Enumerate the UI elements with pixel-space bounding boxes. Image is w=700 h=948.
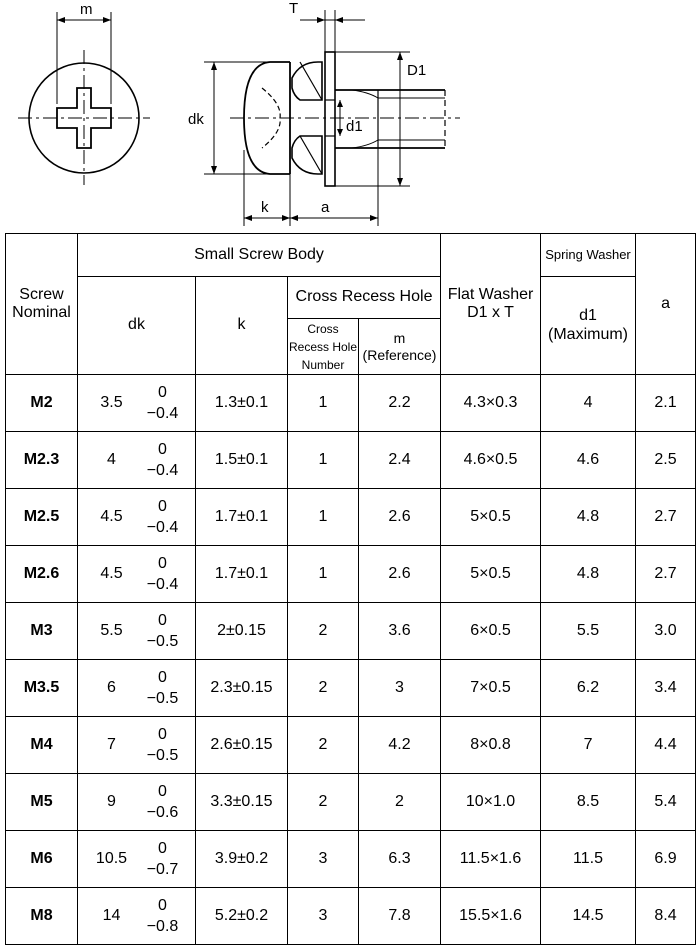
table-row <box>6 432 696 489</box>
dk-tolerance <box>138 782 188 822</box>
dk-tolerance-lower: −0.7 <box>146 861 179 878</box>
table-row <box>6 375 696 432</box>
T-arrow-right <box>335 17 343 23</box>
cell-k: 2±0.15 <box>196 603 288 660</box>
header-spring-washer: Spring Washer <box>541 234 636 277</box>
dk-value: 14 <box>102 906 121 924</box>
header-flat-washer: Flat Washer D1 x T <box>441 234 541 375</box>
dk-tolerance-lower: −0.4 <box>146 405 179 422</box>
dk-tolerance <box>138 668 188 708</box>
dk-value: 5.5 <box>100 621 123 639</box>
cell-dk <box>78 546 196 603</box>
cell-k: 1.5±0.1 <box>196 432 288 489</box>
cell-k: 1.7±0.1 <box>196 546 288 603</box>
cell-m: 6.3 <box>359 831 441 888</box>
thread-runout-bottom <box>352 140 378 148</box>
dk-tolerance-lower: −0.6 <box>146 804 179 821</box>
cell-flat-washer: 11.5×1.6 <box>441 831 541 888</box>
cell-m: 3 <box>359 660 441 717</box>
cell-dk <box>78 603 196 660</box>
cell-d1: 6.2 <box>541 660 636 717</box>
flat-washer-outline <box>325 52 335 186</box>
cell-d1: 4.6 <box>541 432 636 489</box>
dk-tolerance <box>138 839 188 879</box>
header-a: a <box>636 234 696 375</box>
table-row <box>6 603 696 660</box>
cell-dk <box>78 717 196 774</box>
cell-flat-washer: 8×0.8 <box>441 717 541 774</box>
cell-a: 3.4 <box>636 660 696 717</box>
a-arrow-left <box>290 215 298 221</box>
header-small-screw-body: Small Screw Body <box>78 234 441 277</box>
dk-value: 9 <box>107 792 116 810</box>
label-dk: dk <box>188 111 204 128</box>
cell-flat-washer: 5×0.5 <box>441 489 541 546</box>
cell-nominal: M3 <box>6 603 78 660</box>
dk-tolerance <box>138 383 188 423</box>
header-cross-recess-hole-number: Cross Recess Hole Number <box>288 319 359 375</box>
cell-dk <box>78 888 196 945</box>
cell-m: 2.4 <box>359 432 441 489</box>
table-row <box>6 831 696 888</box>
cell-dk <box>78 375 196 432</box>
dk-tolerance-upper: 0 <box>158 896 167 914</box>
cell-nominal: M5 <box>6 774 78 831</box>
dk-value: 10.5 <box>95 849 128 867</box>
cell-k: 1.7±0.1 <box>196 489 288 546</box>
cell-m: 2.6 <box>359 489 441 546</box>
cell-dk <box>78 660 196 717</box>
table-row <box>6 660 696 717</box>
dk-tolerance-upper: 0 <box>158 554 167 572</box>
cell-hole-number: 3 <box>288 888 359 945</box>
dk-tolerance <box>138 440 188 480</box>
cell-a: 2.1 <box>636 375 696 432</box>
table-row <box>6 774 696 831</box>
technical-drawing <box>0 0 700 230</box>
dk-value: 6 <box>107 678 116 696</box>
m-arrow-right <box>103 17 111 23</box>
table-row <box>6 489 696 546</box>
spec-table-body <box>6 375 696 945</box>
cell-k: 2.3±0.15 <box>196 660 288 717</box>
spring-washer-upper <box>292 62 322 100</box>
cell-hole-number: 2 <box>288 717 359 774</box>
cell-hole-number: 1 <box>288 489 359 546</box>
cell-flat-washer: 10×1.0 <box>441 774 541 831</box>
dk-tolerance-upper: 0 <box>158 668 167 686</box>
dk-tolerance-upper: 0 <box>158 725 167 743</box>
cell-a: 2.7 <box>636 489 696 546</box>
cell-nominal: M4 <box>6 717 78 774</box>
cell-nominal: M2.3 <box>6 432 78 489</box>
dk-value: 4 <box>107 450 116 468</box>
cell-dk <box>78 774 196 831</box>
header-m-reference: m (Reference) <box>359 319 441 375</box>
cell-nominal: M6 <box>6 831 78 888</box>
D1-arrow-top <box>397 52 403 60</box>
cell-k: 2.6±0.15 <box>196 717 288 774</box>
cell-d1: 4.8 <box>541 546 636 603</box>
dk-tolerance-lower: −0.8 <box>146 918 179 935</box>
cell-k: 5.2±0.2 <box>196 888 288 945</box>
screw-spec-table <box>5 233 696 945</box>
cell-m: 2 <box>359 774 441 831</box>
cell-hole-number: 2 <box>288 603 359 660</box>
dk-tolerance-upper: 0 <box>158 782 167 800</box>
dk-tolerance-lower: −0.5 <box>146 633 179 650</box>
cell-a: 8.4 <box>636 888 696 945</box>
T-arrow-left <box>317 17 325 23</box>
cell-flat-washer: 4.6×0.5 <box>441 432 541 489</box>
cell-d1: 4 <box>541 375 636 432</box>
cell-m: 4.2 <box>359 717 441 774</box>
cell-m: 2.6 <box>359 546 441 603</box>
dk-tolerance-upper: 0 <box>158 440 167 458</box>
thread-runout-top <box>352 90 378 98</box>
cell-flat-washer: 15.5×1.6 <box>441 888 541 945</box>
table-row <box>6 888 696 945</box>
D1-arrow-bottom <box>397 178 403 186</box>
cell-d1: 14.5 <box>541 888 636 945</box>
label-a: a <box>321 199 330 216</box>
cell-hole-number: 2 <box>288 774 359 831</box>
cell-nominal: M3.5 <box>6 660 78 717</box>
header-cross-recess-hole: Cross Recess Hole <box>288 277 441 319</box>
dk-tolerance <box>138 497 188 537</box>
cell-dk <box>78 831 196 888</box>
dk-value: 4.5 <box>100 507 123 525</box>
dk-tolerance-upper: 0 <box>158 383 167 401</box>
cell-dk <box>78 489 196 546</box>
table-row <box>6 717 696 774</box>
cell-a: 6.9 <box>636 831 696 888</box>
cell-d1: 5.5 <box>541 603 636 660</box>
k-arrow-left <box>244 215 252 221</box>
cell-nominal: M2.6 <box>6 546 78 603</box>
cell-k: 3.3±0.15 <box>196 774 288 831</box>
cell-a: 3.0 <box>636 603 696 660</box>
cell-k: 1.3±0.1 <box>196 375 288 432</box>
cell-nominal: M2 <box>6 375 78 432</box>
dk-tolerance <box>138 896 188 936</box>
cell-d1: 11.5 <box>541 831 636 888</box>
cell-a: 5.4 <box>636 774 696 831</box>
cell-m: 3.6 <box>359 603 441 660</box>
dk-value: 4.5 <box>100 564 123 582</box>
cell-flat-washer: 5×0.5 <box>441 546 541 603</box>
cell-hole-number: 2 <box>288 660 359 717</box>
cell-d1: 8.5 <box>541 774 636 831</box>
cell-hole-number: 1 <box>288 375 359 432</box>
dk-tolerance <box>138 611 188 651</box>
cell-flat-washer: 4.3×0.3 <box>441 375 541 432</box>
header-k: k <box>196 277 288 375</box>
dk-tolerance-lower: −0.4 <box>146 576 179 593</box>
cell-nominal: M2.5 <box>6 489 78 546</box>
cell-a: 2.5 <box>636 432 696 489</box>
cell-hole-number: 3 <box>288 831 359 888</box>
cell-k: 3.9±0.2 <box>196 831 288 888</box>
dk-tolerance <box>138 554 188 594</box>
dk-tolerance-upper: 0 <box>158 839 167 857</box>
cell-hole-number: 1 <box>288 432 359 489</box>
table-row <box>6 546 696 603</box>
dk-tolerance-upper: 0 <box>158 497 167 515</box>
cell-dk <box>78 432 196 489</box>
dk-arrow-bottom <box>211 166 217 174</box>
dk-arrow-top <box>211 62 217 70</box>
cell-nominal: M8 <box>6 888 78 945</box>
screw-drawing-svg <box>0 0 700 230</box>
cell-d1: 4.8 <box>541 489 636 546</box>
dk-tolerance-lower: −0.4 <box>146 462 179 479</box>
spring-washer-hatch-lower <box>300 136 322 174</box>
header-d1-maximum: d1 (Maximum) <box>541 277 636 375</box>
label-m: m <box>80 1 93 18</box>
label-T: T <box>289 0 299 17</box>
dk-tolerance-lower: −0.5 <box>146 747 179 764</box>
cell-flat-washer: 7×0.5 <box>441 660 541 717</box>
cell-hole-number: 1 <box>288 546 359 603</box>
d1-arrow-bottom <box>337 129 343 136</box>
cell-d1: 7 <box>541 717 636 774</box>
cell-a: 2.7 <box>636 546 696 603</box>
cell-m: 7.8 <box>359 888 441 945</box>
dk-tolerance-upper: 0 <box>158 611 167 629</box>
header-screw-nominal: Screw Nominal <box>6 234 78 375</box>
d1-arrow-top <box>337 100 343 107</box>
spring-washer-hatch-upper <box>300 62 322 100</box>
spring-washer-lower <box>292 136 322 174</box>
m-arrow-left <box>57 17 65 23</box>
a-arrow-right <box>370 215 378 221</box>
label-D1: D1 <box>407 62 427 79</box>
header-dk: dk <box>78 277 196 375</box>
cell-flat-washer: 6×0.5 <box>441 603 541 660</box>
dk-tolerance-lower: −0.5 <box>146 690 179 707</box>
dk-tolerance <box>138 725 188 765</box>
label-k: k <box>261 199 269 216</box>
cell-a: 4.4 <box>636 717 696 774</box>
dk-value: 7 <box>107 735 116 753</box>
label-d1: d1 <box>346 118 363 135</box>
dk-tolerance-lower: −0.4 <box>146 519 179 536</box>
cell-m: 2.2 <box>359 375 441 432</box>
k-arrow-right <box>282 215 290 221</box>
dk-value: 3.5 <box>100 393 123 411</box>
